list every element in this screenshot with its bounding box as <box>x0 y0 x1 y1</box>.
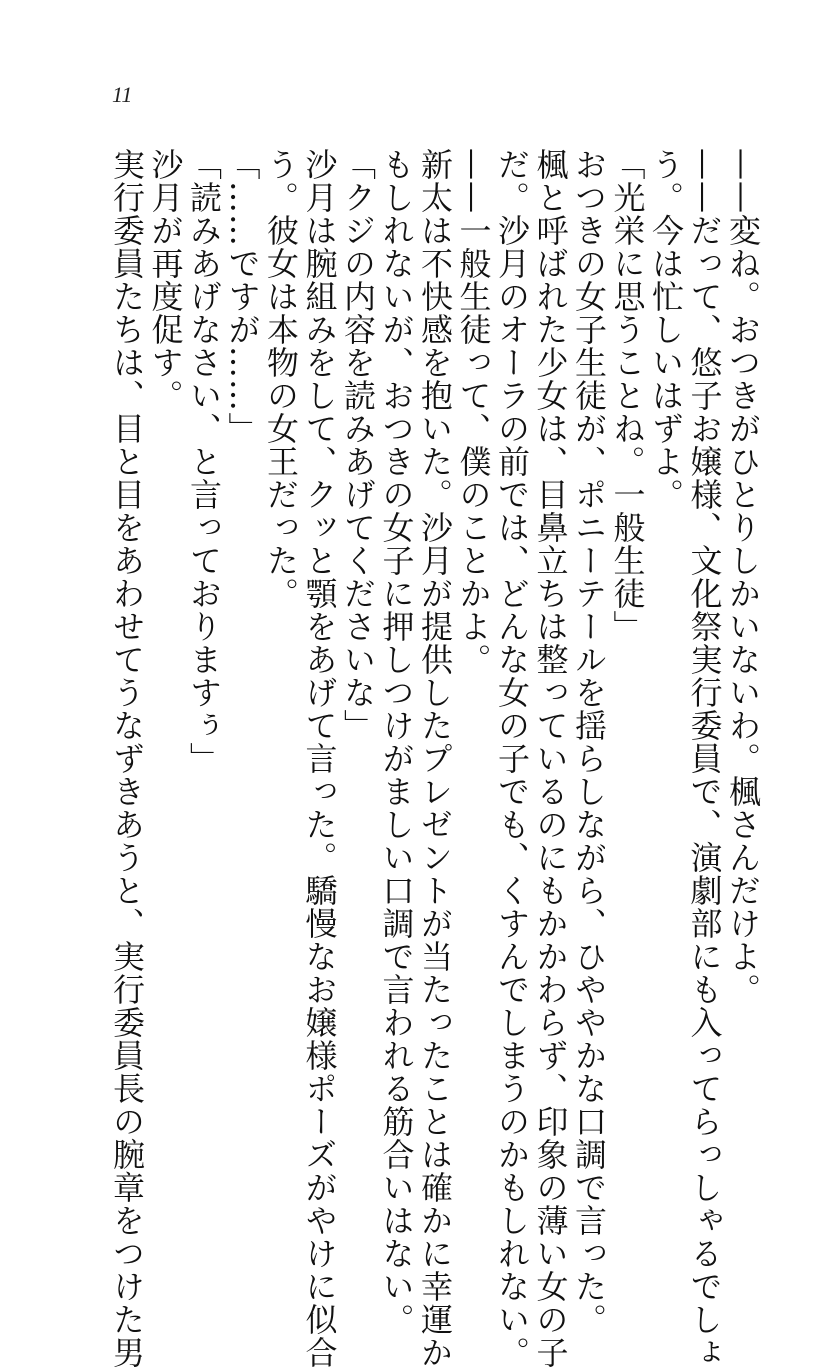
text-line: 「……ですが……」 <box>223 148 262 445</box>
text-line: 沙月が再度促す。 <box>146 148 185 412</box>
text-line: ——変ね。おつきがひとりしかいないわ。楓さんだけよ。 <box>724 148 762 1006</box>
text-line: 「読みあげなさい、と言っておりますぅ」 <box>185 148 223 775</box>
text-line: ——一般生徒って、僕のことかよ。 <box>454 148 493 676</box>
text-line: もしれないが、おつきの女子に押しつけがましい口調で言われる筋合いはない。 <box>377 148 416 1336</box>
text-line: だ。沙月のオーラの前では、どんな女の子でも、くすんでしまうのかもしれない。 <box>493 148 531 1369</box>
page-number: 11 <box>112 82 133 107</box>
text-line: う。彼女は本物の女王だった。 <box>262 148 300 610</box>
text-line: う。今は忙しいはずよ。 <box>647 148 685 511</box>
text-line: おつきの女子生徒が、ポニーテールを揺らしながら、ひややかな口調で言った。 <box>570 148 608 1336</box>
text-line: 「光栄に思うことね。一般生徒」 <box>608 148 647 643</box>
text-line: 新太は不快感を抱いた。沙月が提供したプレゼントが当たったことは確かに幸運か <box>416 148 454 1369</box>
text-line: 沙月は腕組みをして、クッと顎をあげて言った。驕慢なお嬢様ポーズがやけに似合 <box>300 148 339 1369</box>
vertical-text-body <box>108 148 763 1369</box>
text-line: 楓と呼ばれた少女は、目鼻立ちは整っているのにもかかわらず、印象の薄い女の子 <box>531 148 570 1369</box>
text-line: 「クジの内容を読みあげてくださいな」 <box>339 148 377 742</box>
text-line: 実行委員たちは、目と目をあわせてうなずきあうと、実行委員長の腕章をつけた男 <box>108 148 146 1369</box>
text-line: ——だって、悠子お嬢様、文化祭実行委員で、演劇部にも入ってらっしゃるでしょ <box>685 148 724 1369</box>
